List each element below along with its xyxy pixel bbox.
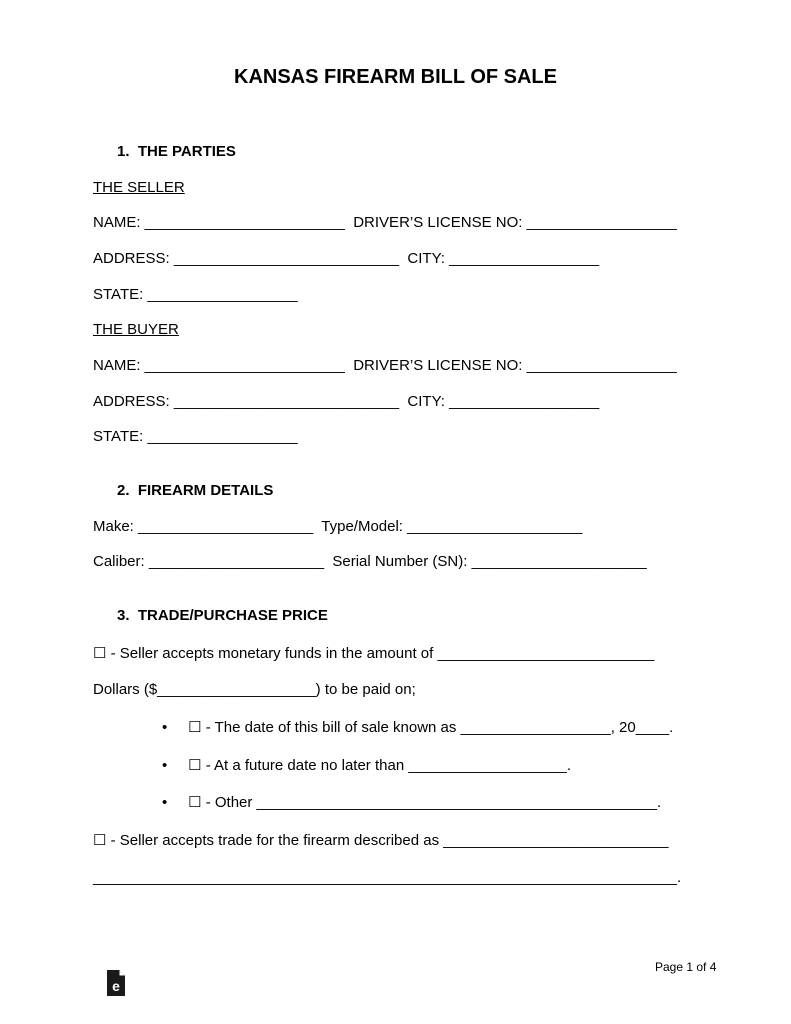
buyer-address-line: ADDRESS: ___________________________ CITY: __________________ bbox=[93, 393, 600, 410]
seller-heading: THE SELLER bbox=[93, 179, 185, 196]
dollars-line: Dollars ($___________________) to be paid on; bbox=[93, 681, 416, 698]
bullet-other: • ☐ - Other ________________________________________________. bbox=[162, 794, 662, 811]
bullet-bill-of-sale-date: • ☐ - The date of this bill of sale known as __________________, 20____. bbox=[162, 719, 674, 736]
eforms-logo-icon bbox=[96, 951, 120, 994]
buyer-name-line: NAME: ________________________ DRIVER’S LICENSE NO: __________________ bbox=[93, 357, 677, 374]
trade-continuation-line: ______________________________________________________________________. bbox=[93, 869, 682, 886]
seller-state-line: STATE: __________________ bbox=[93, 286, 298, 303]
page-number: Page 1 of 4 bbox=[655, 960, 717, 974]
seller-address-line: ADDRESS: ___________________________ CITY: __________________ bbox=[93, 250, 600, 267]
svg-text:e: e bbox=[111, 978, 120, 994]
section-parties-heading: 1. THE PARTIES bbox=[117, 143, 236, 160]
page-title: KANSAS FIREARM BILL OF SALE bbox=[234, 66, 557, 88]
seller-name-line: NAME: ________________________ DRIVER’S LICENSE NO: __________________ bbox=[93, 214, 677, 231]
bullet-future-date: • ☐ - At a future date no later than ___________________. bbox=[162, 757, 572, 774]
buyer-state-line: STATE: __________________ bbox=[93, 428, 298, 445]
make-model-line: Make: _____________________ Type/Model: _____________________ bbox=[93, 518, 583, 535]
monetary-funds-line: ☐ - Seller accepts monetary funds in the amount of __________________________ bbox=[93, 645, 655, 662]
section-price-heading: 3. TRADE/PURCHASE PRICE bbox=[117, 607, 328, 624]
buyer-heading: THE BUYER bbox=[93, 321, 179, 338]
section-firearm-heading: 2. FIREARM DETAILS bbox=[117, 482, 274, 499]
trade-line: ☐ - Seller accepts trade for the firearm described as ___________________________ bbox=[93, 832, 669, 849]
caliber-serial-line: Caliber: _____________________ Serial Number (SN): _____________________ bbox=[93, 553, 647, 570]
